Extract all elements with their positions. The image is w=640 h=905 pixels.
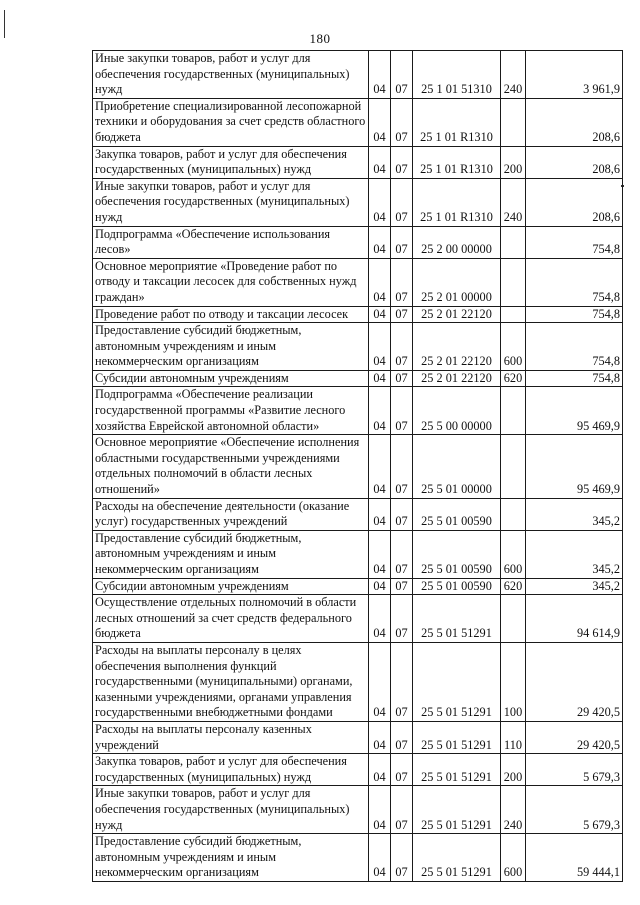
row-target-article-code: 25 2 01 22120 <box>413 306 501 323</box>
row-amount: 345,2 <box>526 578 623 595</box>
row-department-code: 04 <box>369 498 391 530</box>
row-section-code: 07 <box>391 754 413 786</box>
row-target-article-code: 25 2 01 22120 <box>413 370 501 387</box>
row-section-code: 07 <box>391 98 413 146</box>
row-expense-type-code <box>501 226 526 258</box>
row-section-code: 07 <box>391 498 413 530</box>
row-target-article-code: 25 1 01 51310 <box>413 51 501 99</box>
row-expense-type-code: 100 <box>501 642 526 721</box>
table-row <box>93 786 623 834</box>
row-amount: 3 961,9 <box>526 51 623 99</box>
row-target-article-code: 25 5 01 00590 <box>413 498 501 530</box>
page-number: 180 <box>309 31 331 46</box>
table-row <box>93 754 623 786</box>
table-row <box>93 51 623 99</box>
row-target-article-code: 25 5 01 00000 <box>413 435 501 498</box>
row-expense-type-code <box>501 387 526 435</box>
row-department-code: 04 <box>369 786 391 834</box>
row-name: Иные закупки товаров, работ и услуг для обеспечения государственных (муниципальных) нужд <box>93 786 369 834</box>
row-expense-type-code: 600 <box>501 834 526 882</box>
table-row <box>93 595 623 643</box>
row-expense-type-code <box>501 98 526 146</box>
row-target-article-code: 25 2 01 00000 <box>413 258 501 306</box>
row-expense-type-code: 240 <box>501 178 526 226</box>
row-target-article-code: 25 5 01 51291 <box>413 721 501 753</box>
row-section-code: 07 <box>391 51 413 99</box>
row-expense-type-code <box>501 435 526 498</box>
row-department-code: 04 <box>369 578 391 595</box>
row-expense-type-code: 200 <box>501 146 526 178</box>
table-row <box>93 146 623 178</box>
row-section-code: 07 <box>391 642 413 721</box>
row-amount: 754,8 <box>526 306 623 323</box>
row-section-code: 07 <box>391 786 413 834</box>
budget-table-body <box>93 51 623 882</box>
row-target-article-code: 25 2 00 00000 <box>413 226 501 258</box>
row-department-code: 04 <box>369 834 391 882</box>
row-section-code: 07 <box>391 834 413 882</box>
row-name: Предоставление субсидий бюджетным, автономным учреждениям и иным некоммерческим организациям <box>93 530 369 578</box>
row-amount: 754,8 <box>526 323 623 371</box>
row-target-article-code: 25 1 01 R1310 <box>413 98 501 146</box>
row-expense-type-code: 620 <box>501 578 526 595</box>
row-section-code: 07 <box>391 721 413 753</box>
row-section-code: 07 <box>391 578 413 595</box>
row-section-code: 07 <box>391 530 413 578</box>
row-expense-type-code <box>501 595 526 643</box>
row-target-article-code: 25 1 01 R1310 <box>413 146 501 178</box>
row-name: Подпрограмма «Обеспечение использования лесов» <box>93 226 369 258</box>
row-target-article-code: 25 5 01 51291 <box>413 754 501 786</box>
row-amount: 5 679,3 <box>526 754 623 786</box>
table-row <box>93 258 623 306</box>
table-row <box>93 834 623 882</box>
row-section-code: 07 <box>391 258 413 306</box>
table-row <box>93 370 623 387</box>
row-expense-type-code: 240 <box>501 51 526 99</box>
row-amount: 29 420,5 <box>526 642 623 721</box>
row-expense-type-code: 200 <box>501 754 526 786</box>
row-amount: 754,8 <box>526 370 623 387</box>
row-name: Закупка товаров, работ и услуг для обеспечения государственных (муниципальных) нужд <box>93 146 369 178</box>
row-section-code: 07 <box>391 146 413 178</box>
row-target-article-code: 25 2 01 22120 <box>413 323 501 371</box>
row-name: Предоставление субсидий бюджетным, автономным учреждениям и иным некоммерческим организациям <box>93 323 369 371</box>
row-expense-type-code <box>501 258 526 306</box>
row-section-code: 07 <box>391 323 413 371</box>
row-expense-type-code: 600 <box>501 530 526 578</box>
row-name: Субсидии автономным учреждениям <box>93 578 369 595</box>
row-amount: 754,8 <box>526 226 623 258</box>
table-row <box>93 435 623 498</box>
row-name: Иные закупки товаров, работ и услуг для обеспечения государственных (муниципальных) нужд <box>93 178 369 226</box>
row-amount: 95 469,9 <box>526 435 623 498</box>
row-section-code: 07 <box>391 226 413 258</box>
table-row <box>93 530 623 578</box>
row-department-code: 04 <box>369 754 391 786</box>
row-department-code: 04 <box>369 323 391 371</box>
row-amount: 29 420,5 <box>526 721 623 753</box>
row-section-code: 07 <box>391 387 413 435</box>
row-name: Иные закупки товаров, работ и услуг для обеспечения государственных (муниципальных) нужд <box>93 51 369 99</box>
row-name: Предоставление субсидий бюджетным, автономным учреждениям и иным некоммерческим организациям <box>93 834 369 882</box>
row-department-code: 04 <box>369 98 391 146</box>
row-department-code: 04 <box>369 387 391 435</box>
row-amount: 345,2 <box>526 530 623 578</box>
row-expense-type-code <box>501 498 526 530</box>
row-target-article-code: 25 5 01 00590 <box>413 578 501 595</box>
table-row <box>93 226 623 258</box>
row-department-code: 04 <box>369 435 391 498</box>
budget-table <box>92 50 623 882</box>
row-name: Расходы на выплаты персоналу казенных учреждений <box>93 721 369 753</box>
table-row <box>93 387 623 435</box>
row-target-article-code: 25 5 00 00000 <box>413 387 501 435</box>
row-name: Расходы на выплаты персоналу в целях обеспечения выполнения функций государственными (муниципальными) органами, казенными учреждениями, органами управления государственными внебюджетными фондами <box>93 642 369 721</box>
row-department-code: 04 <box>369 530 391 578</box>
row-department-code: 04 <box>369 721 391 753</box>
row-name: Подпрограмма «Обеспечение реализации государственной программы «Развитие лесного хозяйства Еврейской автономной области» <box>93 387 369 435</box>
row-department-code: 04 <box>369 306 391 323</box>
table-row <box>93 498 623 530</box>
row-amount: 208,6 <box>526 178 623 226</box>
row-expense-type-code: 110 <box>501 721 526 753</box>
row-target-article-code: 25 1 01 R1310 <box>413 178 501 226</box>
row-expense-type-code <box>501 306 526 323</box>
row-section-code: 07 <box>391 435 413 498</box>
row-expense-type-code: 620 <box>501 370 526 387</box>
row-department-code: 04 <box>369 258 391 306</box>
table-row <box>93 306 623 323</box>
row-department-code: 04 <box>369 226 391 258</box>
row-amount: 208,6 <box>526 98 623 146</box>
table-row <box>93 323 623 371</box>
row-name: Субсидии автономным учреждениям <box>93 370 369 387</box>
row-name: Закупка товаров, работ и услуг для обеспечения государственных (муниципальных) нужд <box>93 754 369 786</box>
table-row <box>93 98 623 146</box>
table-row <box>93 721 623 753</box>
row-amount: 345,2 <box>526 498 623 530</box>
row-section-code: 07 <box>391 370 413 387</box>
row-amount: 754,8 <box>526 258 623 306</box>
row-target-article-code: 25 5 01 51291 <box>413 786 501 834</box>
table-row <box>93 578 623 595</box>
row-amount: 5 679,3 <box>526 786 623 834</box>
row-department-code: 04 <box>369 642 391 721</box>
row-amount: 208,6 <box>526 146 623 178</box>
row-expense-type-code: 600 <box>501 323 526 371</box>
row-section-code: 07 <box>391 178 413 226</box>
row-amount: 94 614,9 <box>526 595 623 643</box>
row-section-code: 07 <box>391 306 413 323</box>
row-department-code: 04 <box>369 146 391 178</box>
row-name: Осуществление отдельных полномочий в области лесных отношений за счет средств федерального бюджета <box>93 595 369 643</box>
row-name: Расходы на обеспечение деятельности (оказание услуг) государственных учреждений <box>93 498 369 530</box>
row-target-article-code: 25 5 01 51291 <box>413 595 501 643</box>
row-name: Основное мероприятие «Обеспечение исполнения областными государственными учреждениями отдельных полномочий в области лесных отношений» <box>93 435 369 498</box>
row-amount: 95 469,9 <box>526 387 623 435</box>
row-target-article-code: 25 5 01 51291 <box>413 642 501 721</box>
row-department-code: 04 <box>369 178 391 226</box>
row-name: Приобретение специализированной лесопожарной техники и оборудования за счет средств областного бюджета <box>93 98 369 146</box>
row-target-article-code: 25 5 01 00590 <box>413 530 501 578</box>
row-department-code: 04 <box>369 51 391 99</box>
row-name: Проведение работ по отводу и таксации лесосек <box>93 306 369 323</box>
table-row <box>93 642 623 721</box>
table-row <box>93 178 623 226</box>
row-department-code: 04 <box>369 370 391 387</box>
row-amount: 59 444,1 <box>526 834 623 882</box>
row-department-code: 04 <box>369 595 391 643</box>
row-section-code: 07 <box>391 595 413 643</box>
row-target-article-code: 25 5 01 51291 <box>413 834 501 882</box>
row-expense-type-code: 240 <box>501 786 526 834</box>
row-name: Основное мероприятие «Проведение работ по отводу и таксации лесосек для собственных нужд граждан» <box>93 258 369 306</box>
